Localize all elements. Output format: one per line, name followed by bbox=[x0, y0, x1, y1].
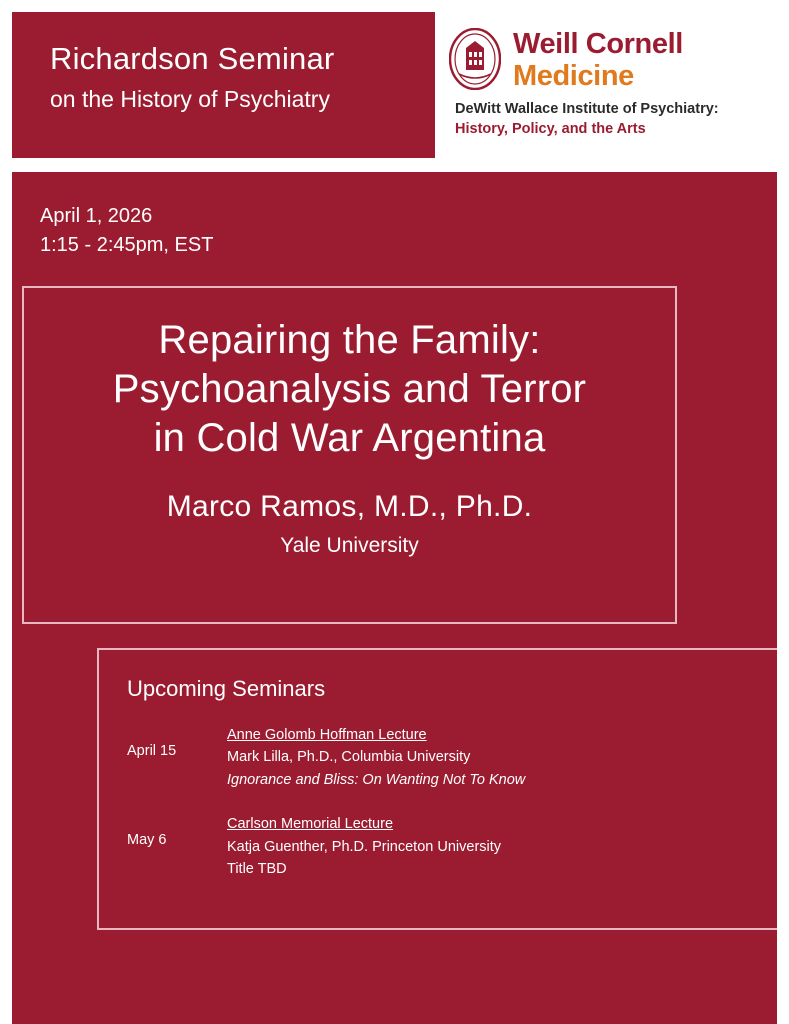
talk-title-line-3: in Cold War Argentina bbox=[153, 415, 546, 460]
event-datetime bbox=[40, 202, 213, 260]
upcoming-talk-title: Title TBD bbox=[227, 861, 287, 878]
brand-line-medicine: Medicine bbox=[513, 60, 634, 92]
upcoming-details bbox=[227, 724, 525, 791]
seminar-series-title: Richardson Seminar bbox=[50, 41, 335, 76]
upcoming-speaker: Katja Guenther, Ph.D. Princeton University bbox=[227, 838, 502, 855]
poster-body bbox=[12, 172, 777, 1024]
talk-speaker: Marco Ramos, M.D., Ph.D. bbox=[166, 490, 533, 524]
event-date: April 1, 2026 bbox=[40, 205, 153, 227]
upcoming-lecture-name: Anne Golomb Hoffman Lecture bbox=[227, 727, 427, 743]
list-item bbox=[127, 813, 777, 880]
talk-title-line-2: Psychoanalysis and Terror bbox=[112, 366, 587, 411]
upcoming-date: April 15 bbox=[127, 743, 177, 759]
talk-affiliation: Yale University bbox=[280, 534, 419, 558]
list-item bbox=[127, 724, 777, 791]
upcoming-seminars-heading: Upcoming Seminars bbox=[127, 676, 326, 701]
talk-title bbox=[24, 316, 675, 462]
institute-name-line2: History, Policy, and the Arts bbox=[455, 121, 646, 137]
weill-cornell-crest-icon bbox=[449, 28, 501, 90]
seminar-series-subtitle: on the History of Psychiatry bbox=[50, 86, 330, 113]
header-brand-block bbox=[435, 12, 777, 158]
upcoming-seminars-box bbox=[97, 648, 777, 930]
upcoming-speaker: Mark Lilla, Ph.D., Columbia University bbox=[227, 749, 471, 766]
upcoming-talk-title: Ignorance and Bliss: On Wanting Not To Know bbox=[227, 771, 526, 788]
event-time: 1:15 - 2:45pm, EST bbox=[40, 234, 214, 256]
brand-line-weill-cornell: Weill Cornell bbox=[513, 28, 683, 60]
brand-wordmark bbox=[513, 30, 683, 91]
upcoming-date: May 6 bbox=[127, 832, 167, 849]
poster-header bbox=[12, 12, 777, 158]
institute-name-line1: DeWitt Wallace Institute of Psychiatry: bbox=[455, 101, 719, 117]
upcoming-lecture-name: Carlson Memorial Lecture bbox=[227, 816, 394, 833]
featured-talk-box bbox=[22, 286, 677, 624]
talk-title-line-1: Repairing the Family: bbox=[158, 318, 541, 362]
header-title-block bbox=[12, 12, 435, 158]
upcoming-details bbox=[227, 813, 501, 880]
